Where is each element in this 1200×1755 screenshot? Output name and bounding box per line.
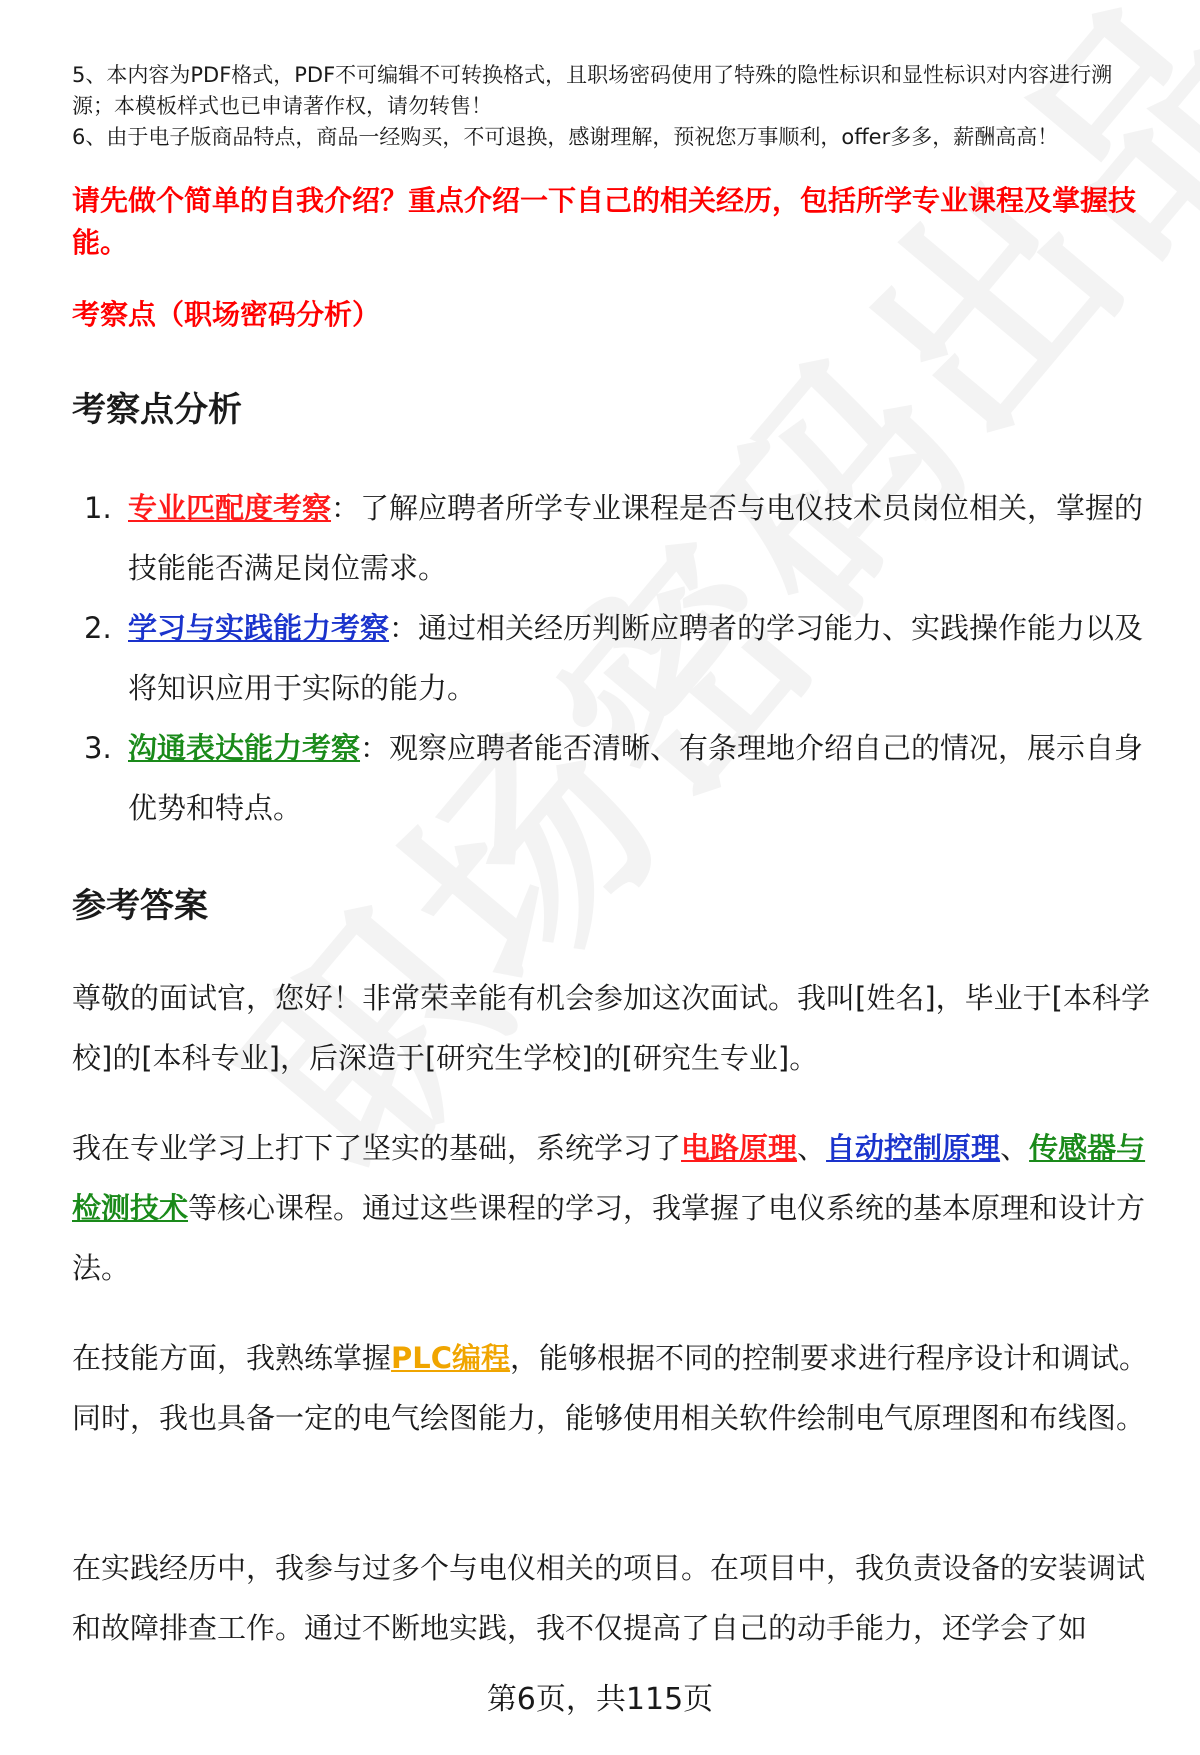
note-line-6: 6、由于电子版商品特点，商品一经购买，不可退换，感谢理解，预祝您万事顺利，offer多多，薪酬高高！ — [72, 125, 1059, 149]
text-run: ，能够根据不同的控制要求进行程序设计和调试。同时，我也具备一定的电气绘图能力，能够使用相关软件绘制电气原理图和布线图。 — [72, 1341, 1149, 1435]
notes-block — [72, 60, 1142, 153]
keyword-plc-programming: PLC编程 — [391, 1341, 511, 1375]
item-keyword: 学习与实践能力考察 — [128, 611, 390, 645]
item-number: 3. — [84, 731, 112, 765]
interview-question: 请先做个简单的自我介绍？重点介绍一下自己的相关经历，包括所学专业课程及掌握技能。 — [72, 184, 1137, 259]
item-keyword: 沟通表达能力考察 — [128, 731, 361, 765]
analysis-item — [72, 718, 1152, 838]
item-number: 1. — [84, 491, 112, 525]
answer-paragraph-4: 在实践经历中，我参与过多个与电仪相关的项目。在项目中，我负责设备的安装调试和故障排查工作。通过不断地实践，我不仅提高了自己的动手能力，还学会了如 — [72, 1551, 1146, 1645]
item-text: ：观察应聘者能否清晰、有条理地介绍自己的情况，展示自身优势和特点。 — [128, 731, 1144, 825]
analysis-item — [72, 478, 1152, 598]
note-line-5: 5、本内容为PDF格式，PDF不可编辑不可转换格式，且职场密码使用了特殊的隐性标识和显性标识对内容进行溯源；本模板样式也已申请著作权，请勿转售！ — [72, 63, 1113, 118]
answer-paragraph-3 — [72, 1328, 1152, 1448]
keyword-sensor-detection: 传感器与检测技术 — [72, 1131, 1146, 1225]
answer-heading: 参考答案 — [72, 886, 208, 926]
answer-paragraph-1: 尊敬的面试官，您好！非常荣幸能有机会参加这次面试。我叫[姓名]，毕业于[本科学校]的[本科专业]，后深造于[研究生学校]的[研究生专业]。 — [72, 981, 1150, 1075]
separator: 、 — [1000, 1131, 1030, 1165]
item-keyword: 专业匹配度考察 — [128, 491, 332, 525]
text-run: 我在专业学习上打下了坚实的基础，系统学习了 — [72, 1131, 682, 1165]
analysis-heading: 考察点分析 — [72, 390, 242, 430]
text-run: 等核心课程。通过这些课程的学习，我掌握了电仪系统的基本原理和设计方法。 — [72, 1191, 1146, 1285]
keyword-circuit-principles: 电路原理 — [681, 1131, 798, 1165]
text-run: 在技能方面，我熟练掌握 — [72, 1341, 392, 1375]
answer-paragraph-2 — [72, 1118, 1152, 1298]
analysis-list — [72, 478, 1152, 838]
analysis-label: 考察点（职场密码分析） — [72, 298, 381, 331]
item-text: ：了解应聘者所学专业课程是否与电仪技术员岗位相关，掌握的技能能否满足岗位需求。 — [128, 491, 1144, 585]
item-number: 2. — [84, 611, 112, 645]
separator: 、 — [797, 1131, 827, 1165]
keyword-automatic-control: 自动控制原理 — [826, 1131, 1001, 1165]
item-text: ：通过相关经历判断应聘者的学习能力、实践操作能力以及将知识应用于实际的能力。 — [128, 611, 1144, 705]
analysis-item — [72, 598, 1152, 718]
page-footer: 第6页，共115页 — [486, 1682, 714, 1717]
